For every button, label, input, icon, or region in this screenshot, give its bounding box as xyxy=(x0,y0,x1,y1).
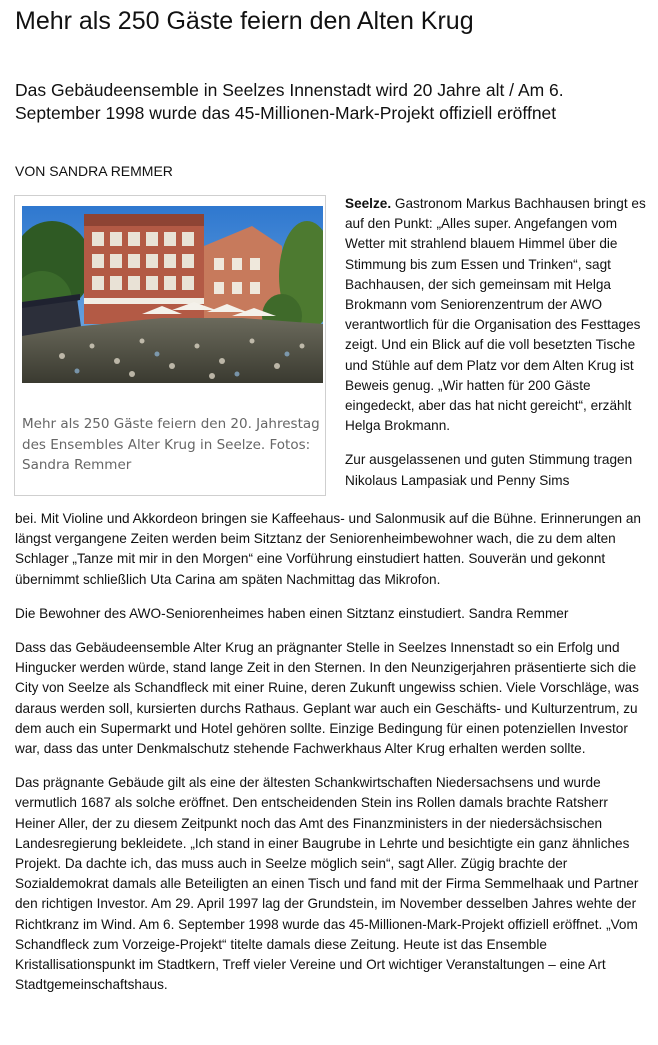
article-byline: VON SANDRA REMMER xyxy=(15,163,173,179)
lead-text: Gastronom Markus Bachhausen bringt es auf den Punkt: „Alles super. Angefangen vom Wetter mit strahlend blauem Himmel über die Stimmung bis zum Essen und Trinken“, sagt Bachhausen, der sich gemeinsam mit Helga Brokmann vom Seniorenzentrum der AWO verantwortlich für die Organisation des Festtages zeigt. Und ein Blick auf die voll besetzten Tische und Stühle auf dem Platz vor dem Alten Krug ist Beweis genug. „Wir hatten für 200 Gäste eingedeckt, aber das hat nicht gereicht“, erzählt Helga Brokmann. xyxy=(345,196,646,434)
photo-box xyxy=(14,195,326,496)
festival-photo[interactable] xyxy=(22,206,323,383)
paragraph-5: Das prägnante Gebäude gilt als eine der ältesten Schankwirtschaften Niedersachsens und wurde vermutlich 1687 als solche eröffnet. Den entscheidenden Stein ins Rollen damals brachte Ratsherr Heiner Aller, der zu diesem Zeitpunkt noch das Amt des Finanzministers in der niedersächsischen Landesregierung bekleidete. „Ich stand in einer Baugrube in Lehrte und besichtigte ein ganz ähnliches Projekt. Da dachte ich, das muss auch in Seelze möglich sein“, sagt Aller. Zügig brachte der Sozialdemokrat damals alle Beteiligten an einen Tisch und fand mit der Firma Semmelhaak und Partner den richtigen Investor. Am 29. April 1997 lag der Grundstein, im November desselben Jahres wehte der Richtkranz im Wind. Am 6. September 1998 wurde das 45-Millionen-Mark-Projekt offiziell eröffnet. „Vom Schandfleck zum Vorzeige-Projekt“ titelte damals diese Zeitung. Heute ist das Ensemble Kristallisationspunkt im Stadtkern, Treff vieler Vereine und Ort wichtiger Veranstaltungen – eine Art Stadtgemeinschaftshaus. xyxy=(15,775,639,993)
dateline: Seelze. xyxy=(345,196,392,211)
lead-column xyxy=(345,194,648,491)
paragraph-2-start: Zur ausgelassenen und guten Stimmung tragen Nikolaus Lampasiak und Penny Sims xyxy=(345,452,633,488)
paragraph-4: Dass das Gebäudeensemble Alter Krug an prägnanter Stelle in Seelzes Innenstadt so ein Erfolg und Hingucker werden würde, stand lange Zeit in den Sternen. In den Neunzigerjahren präsentierte sich die City von Seelze als Schandfleck mit einer Ruine, deren Zukunft ungewiss schien. Viele Vorschläge, was daraus werden soll, kursierten durchs Rathaus. Geplant war auch ein Geschäfts- und Kulturzentrum, zu dem auch ein Supermarkt und Hotel gehören sollte. Einzige Bedingung für einen potenziellen Investor war, dass das unter Denkmalschutz stehende Fachwerkhaus Alter Krug erhalten werden sollte. xyxy=(15,640,639,757)
article-subheadline: Das Gebäudeensemble in Seelzes Innenstadt wird 20 Jahre alt / Am 6. September 1998 wurde das 45-Millionen-Mark-Projekt offiziell eröffnet xyxy=(15,80,564,123)
paragraph-2-rest: bei. Mit Violine und Akkordeon bringen sie Kaffeehaus- und Salonmusik auf die Bühne. Erinnerungen an längst vergangene Zeiten werden beim Sitztanz der Seniorenheimbewohner wach, die zu dem alten Schlager „Tanze mit mir in den Morgen“ eine Vorführung einstudiert hatten. Souverän und gekonnt übernimmt schließlich Uta Carina am späten Nachmittag das Mikrofon. xyxy=(15,511,641,587)
paragraph-3: Die Bewohner des AWO-Seniorenheimes haben einen Sitztanz einstudiert. Sandra Remmer xyxy=(15,605,569,621)
lead-paragraph xyxy=(345,194,648,436)
article-headline: Mehr als 250 Gäste feiern den Alten Krug xyxy=(15,7,474,35)
photo-caption: Mehr als 250 Gäste feiern den 20. Jahrestag des Ensembles Alter Krug in Seelze. Fotos: Sandra Remmer xyxy=(22,416,320,473)
article-body xyxy=(15,509,645,995)
